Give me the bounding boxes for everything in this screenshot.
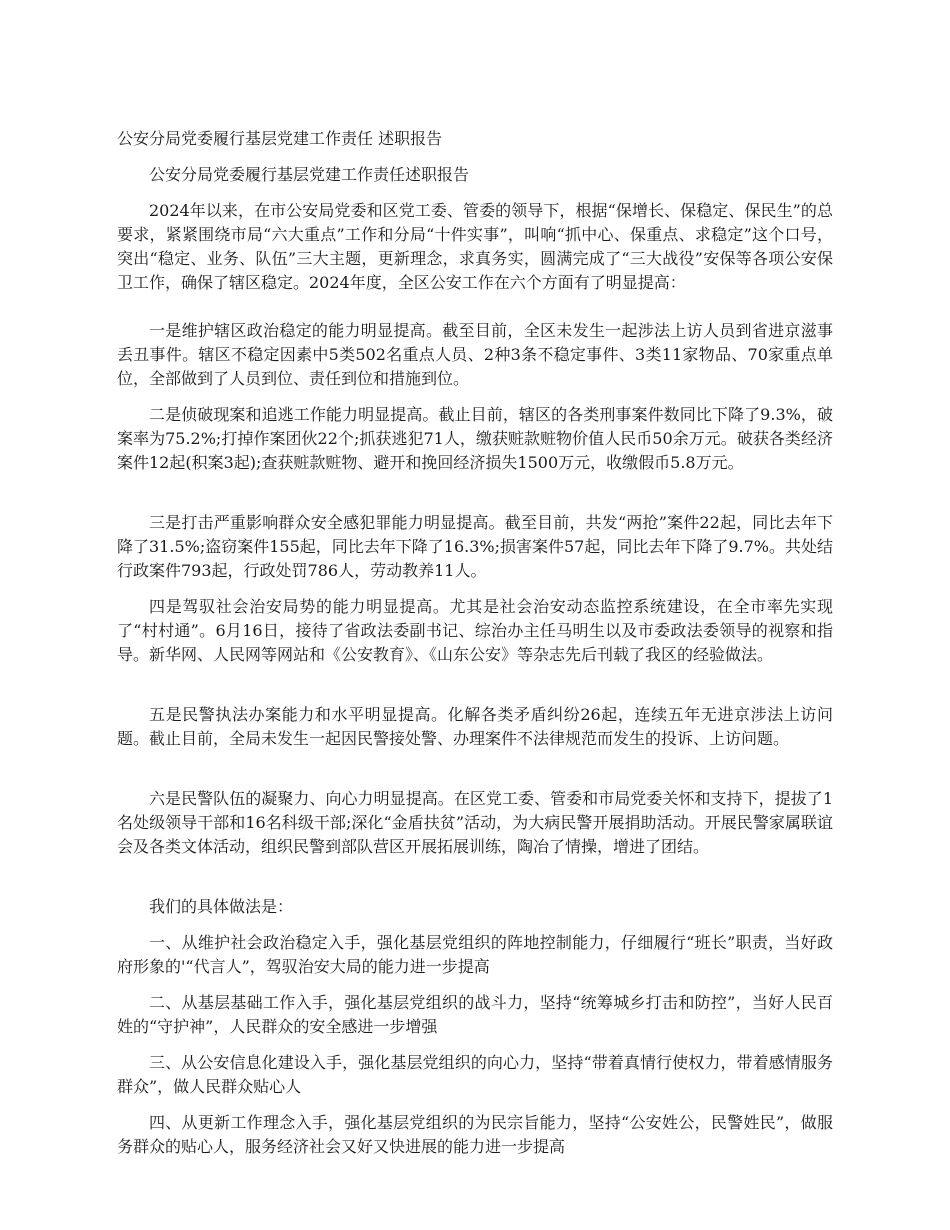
- achievement-paragraph-4: 四是驾驭社会治安局势的能力明显提高。尤其是社会治安动态监控系统建设，在全市率先实现了“村村通”。6月16日，接待了省政法委副书记、综治办主任马明生以及市委政法委领导的视察和指导。新华网、人民网等网站和《公安教育》、《山东公安》等杂志先后刊载了我区的经验做法。: [117, 597, 833, 664]
- report-heading-paragraph: 公安分局党委履行基层党建工作责任述职报告: [149, 165, 470, 184]
- achievement-paragraph-2: 二是侦破现案和追逃工作能力明显提高。截止目前，辖区的各类刑事案件数同比下降了9.3%，破案率为75.2%;打掉作案团伙22个;抓获逃犯71人，缴获赃款赃物价值人民币50余万元。破获各类经济案件12起(积案3起);查获赃款赃物、避开和挽回经济损失1500万元，收缴假币5.8万元。: [117, 405, 833, 472]
- achievement-paragraph-3: 三是打击严重影响群众安全感犯罪能力明显提高。截至目前，共发“两抢”案件22起，同比去年下降了31.5%;盗窃案件155起，同比去年下降了16.3%;损害案件57起，同比去年下降了9.7%。共处结行政案件793起，行政处罚786人，劳动教养11人。: [117, 513, 833, 580]
- method-paragraph-2: 二、从基层基础工作入手，强化基层党组织的战斗力，坚持“统筹城乡打击和防控”，当好人民百姓的“守护神”，人民群众的安全感进一步增强: [117, 993, 833, 1036]
- achievement-paragraph-6: 六是民警队伍的凝聚力、向心力明显提高。在区党工委、管委和市局党委关怀和支持下，提拔了1名处级领导干部和16名科级干部;深化“金盾扶贫”活动，为大病民警开展捐助活动。开展民警家属联谊会及各类文体活动，组织民警到部队营区开展拓展训练，陶冶了情操，增进了团结。: [117, 789, 833, 856]
- document-title: 公安分局党委履行基层党建工作责任 述职报告: [117, 129, 443, 148]
- methods-intro-paragraph: 我们的具体做法是：: [149, 897, 294, 916]
- intro-paragraph: 2024年以来，在市公安局党委和区党工委、管委的领导下，根据“保增长、保稳定、保民生”的总要求，紧紧围绕市局“六大重点”工作和分局“十件实事”，叫响“抓中心、保重点、求稳定”这个口号，突出“稳定、业务、队伍”三大主题，更新理念，求真务实，圆满完成了“三大战役”安保等各项公安保卫工作，确保了辖区稳定。2024年度，全区公安工作在六个方面有了明显提高：: [117, 201, 833, 292]
- method-paragraph-3: 三、从公安信息化建设入手，强化基层党组织的向心力，坚持“带着真情行使权力，带着感情服务群众”，做人民群众贴心人: [117, 1053, 833, 1096]
- method-paragraph-1: 一、从维护社会政治稳定入手，强化基层党组织的阵地控制能力，仔细履行“班长”职责，当好政府形象的'“代言人”，驾驭治安大局的能力进一步提高: [117, 933, 833, 976]
- achievement-paragraph-1: 一是维护辖区政治稳定的能力明显提高。截至目前，全区未发生一起涉法上访人员到省进京滋事丢丑事件。辖区不稳定因素中5类502名重点人员、2种3条不稳定事件、3类11家物品、70家重点单位，全部做到了人员到位、责任到位和措施到位。: [117, 321, 833, 388]
- achievement-paragraph-5: 五是民警执法办案能力和水平明显提高。化解各类矛盾纠纷26起，连续五年无进京涉法上访问题。截止目前，全局未发生一起因民警接处警、办理案件不法律规范而发生的投诉、上访问题。: [117, 705, 833, 748]
- method-paragraph-4: 四、从更新工作理念入手，强化基层党组织的为民宗旨能力，坚持“公安姓公，民警姓民”，做服务群众的贴心人，服务经济社会又好又快进展的能力进一步提高: [117, 1113, 833, 1156]
